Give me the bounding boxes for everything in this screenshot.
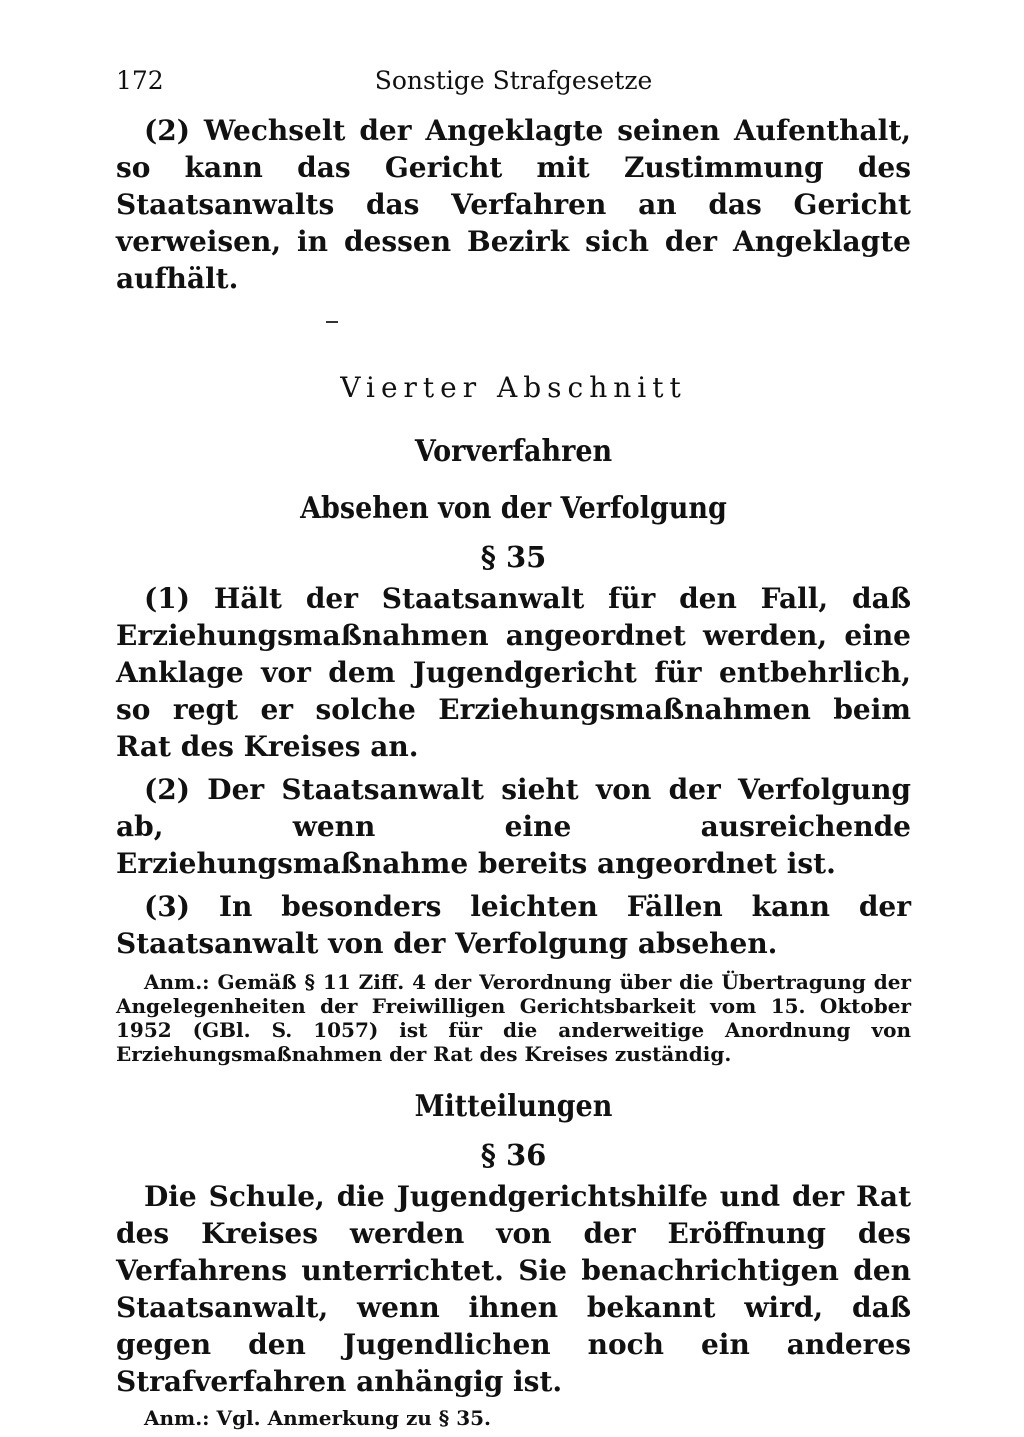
page bbox=[116, 66, 911, 1432]
par36-heading: Mitteilungen bbox=[414, 1089, 613, 1124]
par35-note-label: Anm.: bbox=[144, 970, 210, 994]
page-number: 172 bbox=[116, 66, 164, 95]
par36-number: § 36 bbox=[480, 1138, 547, 1172]
par35-paragraph-2: (2) Der Staatsanwalt sieht von der Verfolgung ab, wenn eine ausreichende Erziehungsmaßnahme bereits angeordnet ist. bbox=[116, 773, 911, 880]
par35-heading: Absehen von der Verfolgung bbox=[300, 491, 727, 526]
par35-note-text: Gemäß § 11 Ziff. 4 der Verordnung über die Übertragung der Angelegenheiten der Freiwilligen Gerichtsbarkeit vom 15. Oktober 1952 (GBl. S. 1057) ist für die anderweitige Anordnung von Erziehungsmaßnahmen der Rat des Kreises zuständig. bbox=[116, 970, 911, 1066]
par35-number: § 35 bbox=[480, 540, 547, 574]
running-head-title: Sonstige Strafgesetze bbox=[374, 66, 653, 95]
intro-paragraph: (2) Wechselt der Angeklagte seinen Aufenthalt, so kann das Gericht mit Zustimmung des Staatsanwalts das Verfahren an das Gericht verweisen, in dessen Bezirk sich der Angeklagte aufhält. bbox=[116, 114, 911, 295]
par36-note bbox=[116, 1404, 911, 1432]
decorative-dash bbox=[116, 297, 911, 357]
par36-note-text: Vgl. Anmerkung zu § 35. bbox=[216, 1406, 492, 1430]
par36-note-label: Anm.: bbox=[144, 1406, 210, 1430]
par35-paragraph-1: (1) Hält der Staatsanwalt für den Fall, daß Erziehungsmaßnahmen angeordnet werden, eine Anklage vor dem Jugendgericht für entbehrlich, so regt er solche Erziehungsmaßnahmen beim Rat des Kreises an. bbox=[116, 582, 911, 763]
par35-note bbox=[116, 970, 911, 1066]
running-head bbox=[116, 66, 911, 112]
section-part-label: Vierter Abschnitt bbox=[340, 371, 687, 404]
par35-paragraph-3: (3) In besonders leichten Fällen kann der Staatsanwalt von der Verfolgung absehen. bbox=[116, 890, 911, 960]
section-title: Vorverfahren bbox=[414, 434, 613, 469]
par36-paragraph: Die Schule, die Jugendgerichtshilfe und der Rat des Kreises werden von der Eröffnung des Verfahrens unterrichtet. Sie benachrichtigen den Staatsanwalt, wenn ihnen bekannt wird, daß gegen den Jugendlichen noch ein anderes Strafverfahren anhängig ist. bbox=[116, 1180, 911, 1398]
